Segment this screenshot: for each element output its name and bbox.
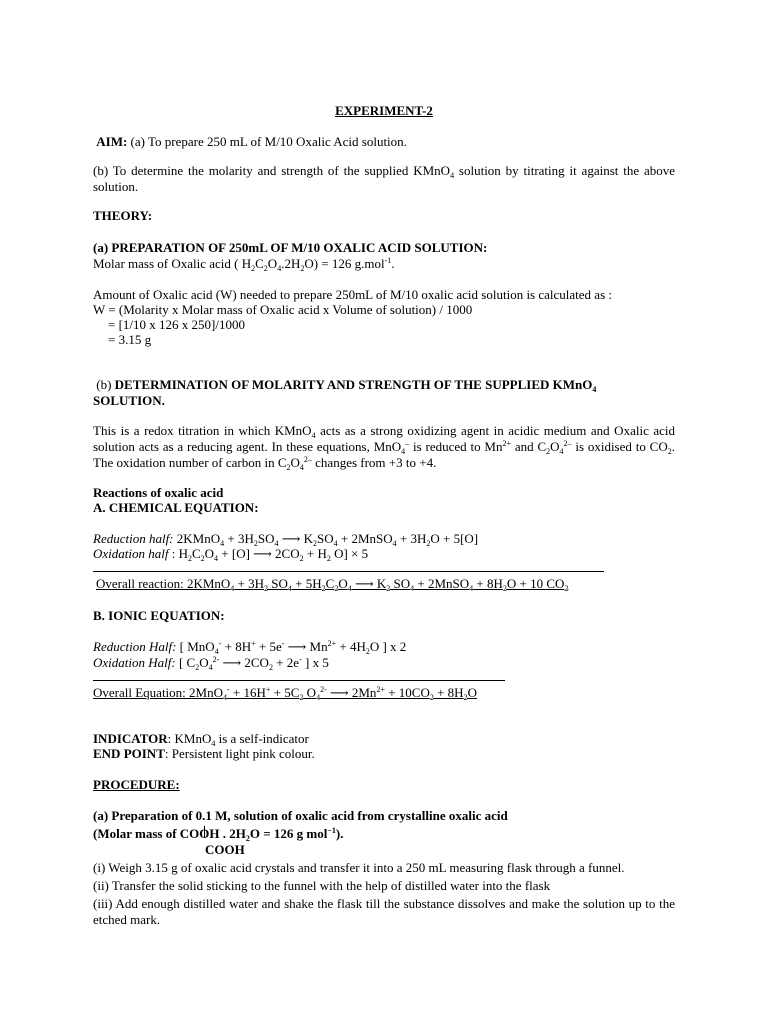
reactions-heading: Reactions of oxalic acid <box>93 485 224 500</box>
theory-paragraph: This is a redox titration in which KMnO$_4$ acts as a strong oxidizing agent in acidic medium and Oxalic acid solution acts as a reducing agent. In these equations, MnO$_4$– is reduced to $Mn^{2+}$ and $C_2O_4^{2-}$ is oxidised to $CO_2$. The oxidation number of carbon in $C_2O_4^{2-}$ changes from +3 to +4. <box>93 423 675 472</box>
calc-line-1: = [1/10 x 126 x 250]/1000 <box>108 317 245 332</box>
bond-line <box>204 826 206 838</box>
calc-line-2: = 3.15 g <box>108 332 152 347</box>
procedure-sub-heading: (a) Preparation of 0.1 M, solution of oxalic acid from crystalline oxalic acid <box>93 808 508 823</box>
formula-line: W = (Molarity x Molar mass of Oxalic acid x Volume of solution) / 1000 <box>93 302 473 317</box>
divider-rule <box>93 571 604 572</box>
procedure-step-1: (i) Weigh 3.15 g of oxalic acid crystals and transfer it into a 250 mL measuring flask through a funnel. <box>93 860 625 875</box>
ionic-equation-heading: B. IONIC EQUATION: <box>93 608 225 623</box>
procedure-molar-mass: (Molar mass of COOH . $2H_2O = 126$ g mol$^{-1}$). <box>93 826 344 843</box>
procedure-step-3: (iii) Add enough distilled water and shake the flask till the substance dissolves and make the solution up to the etched mark. <box>93 896 675 927</box>
aim-a-text: (a) To prepare 250 mL of M/10 Oxalic Acid solution. <box>130 134 407 149</box>
oxidation-half-chem: Oxidation half : $H_2C_2O_4 + [O]$ ⟶ $2CO_2 + H_2$ O] × 5 <box>93 546 369 563</box>
reduction-half-ionic: Reduction Half: [ MnO$_4$- + 8H+ + 5e- ⟶ $Mn^{2+} + 4H_2O$ ] x 2 <box>93 639 407 656</box>
amount-line: Amount of Oxalic acid (W) needed to prepare 250mL of M/10 oxalic acid solution is calculated as : <box>93 287 612 302</box>
aim-label: AIM: <box>96 134 128 149</box>
det-heading-line2: SOLUTION. <box>93 393 165 408</box>
aim-line-a <box>93 134 675 150</box>
oxidation-half-ionic: Oxidation Half: [ $C_2O_4^{2-}$ ⟶ $2CO_2 + 2e^-$ ] x 5 <box>93 655 329 672</box>
overall-reaction-chem: Overall reaction: 2KMnO$_4$ + $3H_2$ $SO_4 + 5H_2C_2O_4$ ⟶ $K_2$ $SO_4$ + 2MnSO$_4$ + $8H_2O + 10$ $CO_2$ <box>96 576 569 593</box>
experiment-title: EXPERIMENT-2 <box>335 103 433 118</box>
endpoint-line: END POINT: Persistent light pink colour. <box>93 746 315 761</box>
chemical-equation-heading: A. CHEMICAL EQUATION: <box>93 500 259 515</box>
cooh-label: COOH <box>205 842 245 857</box>
theory-heading: THEORY: <box>93 208 153 223</box>
molar-mass-line: Molar mass of Oxalic acid ( $H_2C_2O_4.2H_2O) = 126$ g.mol$^{-1}$. <box>93 256 395 273</box>
det-heading: (b) DETERMINATION OF MOLARITY AND STRENGTH OF THE SUPPLIED KMnO$_4$ <box>96 377 597 394</box>
overall-equation-ionic: Overall Equation: $2MnO_4^- + 16H^+ + 5C_2$ $O_4^{2-}$ ⟶ $2Mn^{2+} + 10CO_2 + 8H_2O$ <box>93 685 477 702</box>
procedure-heading: PROCEDURE: <box>93 777 180 792</box>
indicator-line: INDICATOR: KMnO$_4$ is a self-indicator <box>93 731 309 748</box>
divider-rule-ionic <box>93 680 505 681</box>
prep-heading: (a) PREPARATION OF 250mL OF M/10 OXALIC ACID SOLUTION: <box>93 240 488 255</box>
aim-line-b: (b) To determine the molarity and strength of the supplied KMnO$_4$ solution by titrating it against the above solution. <box>93 163 675 194</box>
reduction-half-chem: Reduction half: 2KMnO$_4$ + $3H_2SO_4$ ⟶ $K_2SO_4$ + 2MnSO$_4$ + $3H_2O + 5[O]$ <box>93 531 479 548</box>
procedure-step-2: (ii) Transfer the solid sticking to the funnel with the help of distilled water into the flask <box>93 878 551 893</box>
